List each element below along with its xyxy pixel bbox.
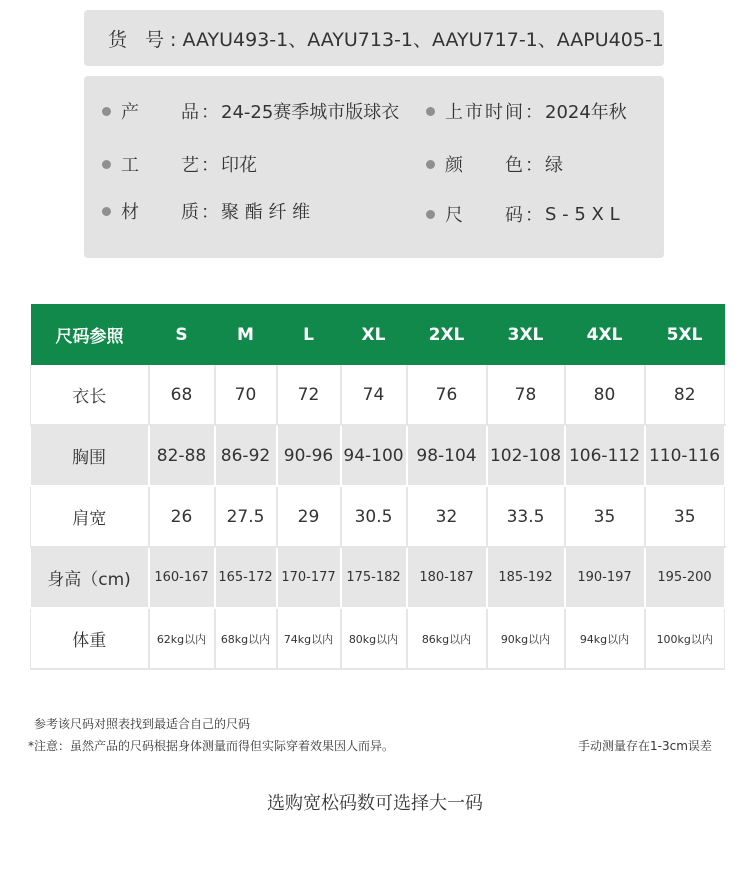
info-size-value: S - 5 X L [545,203,620,225]
info-color-value: 绿 [545,155,563,176]
table-cell: 80 [565,365,645,425]
bullet-icon [426,160,435,169]
table-cell: 72 [277,365,341,425]
info-launch-value: 2024年秋 [545,102,627,123]
table-cell: 80kg以内 [341,608,407,669]
sku-label: 货 号: [108,28,183,51]
table-cell: 74 [341,365,407,425]
table-cell: 68kg以内 [215,608,277,669]
header-size: L [277,304,341,365]
table-row-weight [31,608,725,669]
size-chart-table [30,304,726,670]
header-size: S [149,304,215,365]
table-cell: 74kg以内 [277,608,341,669]
table-cell: 102-108 [487,425,565,486]
sku-panel [84,10,664,66]
table-row-length [31,365,725,425]
table-cell: 110-116 [645,425,725,486]
bullet-icon [426,107,435,116]
info-material-value: 聚 酯 纤 维 [221,202,311,223]
table-cell: 76 [407,365,487,425]
info-craft-key: 工 艺： [121,155,221,176]
row-label: 衣长 [31,365,149,425]
table-row-chest [31,425,725,486]
table-cell: 35 [645,486,725,547]
table-cell: 26 [149,486,215,547]
table-cell: 94-100 [341,425,407,486]
table-cell: 94kg以内 [565,608,645,669]
table-cell: 86kg以内 [407,608,487,669]
info-color [426,151,563,177]
table-cell: 90-96 [277,425,341,486]
row-label: 肩宽 [31,486,149,547]
info-product-key: 产 品： [121,102,221,123]
info-craft [102,151,257,177]
table-cell: 68 [149,365,215,425]
note-reference: 参考该尺码对照表找到最适合自己的尺码 [34,717,251,731]
note-measurement-error: 手动测量存在1-3cm误差 [578,739,712,753]
table-cell: 29 [277,486,341,547]
table-cell: 78 [487,365,565,425]
note-disclaimer: *注意：虽然产品的尺码根据身体测量而得但实际穿着效果因人而异。 [28,739,395,753]
table-cell: 185-192 [487,547,565,608]
table-cell: 98-104 [407,425,487,486]
bullet-icon [102,107,111,116]
table-cell: 35 [565,486,645,547]
sku-value: AAYU493-1、AAYU713-1、AAYU717-1、AAPU405-1 [182,28,664,51]
header-size: XL [341,304,407,365]
table-cell: 180-187 [407,547,487,608]
table-cell: 86-92 [215,425,277,486]
info-size-key: 尺 码： [445,205,545,226]
table-row-height [31,547,725,608]
row-label: 体重 [31,608,149,669]
table-cell: 100kg以内 [645,608,725,669]
bullet-icon [102,160,111,169]
table-header-row [31,304,725,365]
header-label: 尺码参照 [31,304,149,365]
table-cell: 70 [215,365,277,425]
info-size [426,201,620,227]
header-size: M [215,304,277,365]
header-size: 2XL [407,304,487,365]
table-cell: 160-167 [149,547,215,608]
info-launch [426,98,627,124]
table-cell: 82-88 [149,425,215,486]
table-cell: 62kg以内 [149,608,215,669]
row-label: 胸围 [31,425,149,486]
info-product [102,98,399,124]
header-size: 5XL [645,304,725,365]
table-row-shoulder [31,486,725,547]
table-cell: 90kg以内 [487,608,565,669]
table-cell: 165-172 [215,547,277,608]
info-craft-value: 印花 [221,155,257,176]
info-material [102,198,310,224]
table-cell: 106-112 [565,425,645,486]
table-cell: 27.5 [215,486,277,547]
table-cell: 30.5 [341,486,407,547]
table-cell: 175-182 [341,547,407,608]
table-cell: 195-200 [645,547,725,608]
info-color-key: 颜 色： [445,155,545,176]
info-launch-key: 上市时间： [445,102,545,123]
table-cell: 82 [645,365,725,425]
info-product-value: 24-25赛季城市版球衣 [221,102,400,123]
table-cell: 190-197 [565,547,645,608]
table-cell: 33.5 [487,486,565,547]
header-size: 4XL [565,304,645,365]
header-size: 3XL [487,304,565,365]
bullet-icon [426,210,435,219]
table-cell: 170-177 [277,547,341,608]
info-material-key: 材 质： [121,202,221,223]
row-label: 身高（cm) [31,547,149,608]
table-cell: 32 [407,486,487,547]
bullet-icon [102,207,111,216]
size-tip: 选购宽松码数可选择大一码 [267,793,483,814]
product-info-panel [84,76,664,258]
